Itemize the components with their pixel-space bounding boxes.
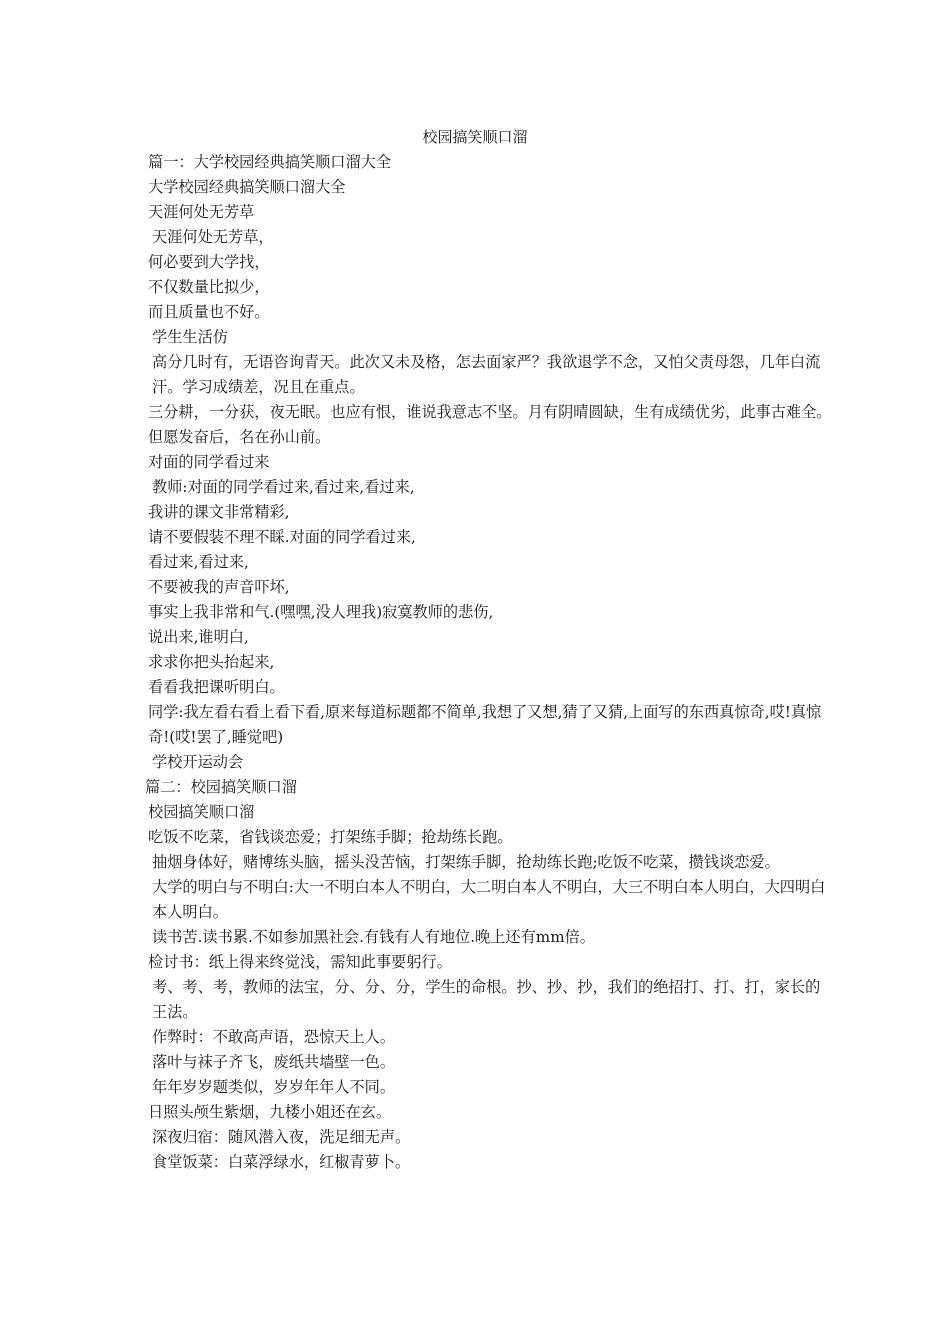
subheading: 天涯何处无芳草 [148, 203, 255, 221]
paragraph: 大学的明白与不明白:大一不明白本人不明白，大二明白本人不明白，大三不明白本人明白，大四明白本人明白。 [152, 878, 826, 921]
text-line: 求求你把头抬起来, [148, 653, 275, 671]
subheading: 学生生活仿 [152, 328, 228, 346]
section-heading: 篇一：大学校园经典搞笑顺口溜大全 [148, 153, 391, 171]
text-line: 不要被我的声音吓坏, [148, 578, 290, 596]
text-line: 而且质量也不好。 [148, 303, 270, 321]
text-line: 何必要到大学找， [148, 253, 270, 271]
paragraph: 抽烟身体好，赌博练头脑，摇头没苦恼，打架练手脚，抢劫练长跑;吃饭不吃菜，攒钱谈恋爱。 [152, 853, 780, 871]
text-line: 但愿发奋后，名在孙山前。 [148, 428, 331, 446]
text-line: 事实上我非常和气.(嘿嘿,没人理我)寂寞教师的悲伤, [148, 603, 494, 621]
text-line: 检讨书：纸上得来终觉浅，需知此事要躬行。 [148, 953, 452, 971]
text-line: 年年岁岁题类似，岁岁年年人不同。 [152, 1078, 395, 1096]
paragraph: 考、考、考，教师的法宝，分、分、分，学生的命根。抄、抄、抄，我们的绝招打、打、打，家长的王法。 [152, 978, 821, 1021]
text-line: 看过来,看过来, [148, 553, 249, 571]
subheading: 校园搞笑顺口溜 [148, 803, 255, 821]
subheading: 学校开运动会 [152, 753, 244, 771]
text-line: 作弊时：不敢高声语，恐惊天上人。 [152, 1028, 395, 1046]
subheading: 大学校园经典搞笑顺口溜大全 [148, 178, 346, 196]
document-title: 校园搞笑顺口溜 [422, 128, 528, 146]
text-line: 说出来,谁明白, [148, 628, 249, 646]
text-line: 日照头颅生紫烟，九楼小姐还在玄。 [148, 1103, 391, 1121]
text-line: 食堂饭菜：白菜浮绿水，红椒青萝卜。 [152, 1153, 411, 1171]
text-line: 看看我把课听明白。 [148, 678, 285, 696]
text-line: 我讲的课文非常精彩, [148, 503, 290, 521]
paragraph: 高分几时有，无语咨询青天。此次又未及格，怎去面家严？我欲退学不念，又怕父责母怨，几年白流汗。学习成绩差，况且在重点。 [152, 353, 821, 396]
text-line: 读书苦.读书累.不如参加黑社会.有钱有人有地位.晚上还有mm倍。 [152, 928, 595, 946]
paragraph: 同学:我左看右看上看下看,原来每道标题都不简单,我想了又想,猜了又猜,上面写的东西真惊奇,哎!真惊奇!(哎!罢了,睡觉吧) [148, 703, 822, 746]
text-line: 天涯何处无芳草， [152, 228, 274, 246]
text-line: 吃饭不吃菜，省钱谈恋爱；打架练手脚；抢劫练长跑。 [148, 828, 513, 846]
text-line: 深夜归宿：随风潜入夜，洗足细无声。 [152, 1128, 411, 1146]
text-line: 不仅数量比拟少， [148, 278, 270, 296]
text-line: 请不要假装不理不睬.对面的同学看过来, [148, 528, 416, 546]
section-heading: 篇二：校园搞笑顺口溜 [145, 778, 297, 796]
text-line: 落叶与袜子齐飞，废纸共墙壁一色。 [152, 1053, 395, 1071]
text-line: 教师:对面的同学看过来,看过来,看过来, [152, 478, 415, 496]
subheading: 对面的同学看过来 [148, 453, 270, 471]
document-body [145, 150, 835, 1175]
paragraph: 三分耕，一分获，夜无眠。也应有恨，谁说我意志不坚。月有阴晴圆缺，生有成绩优劣，此事古难全。 [148, 403, 832, 421]
